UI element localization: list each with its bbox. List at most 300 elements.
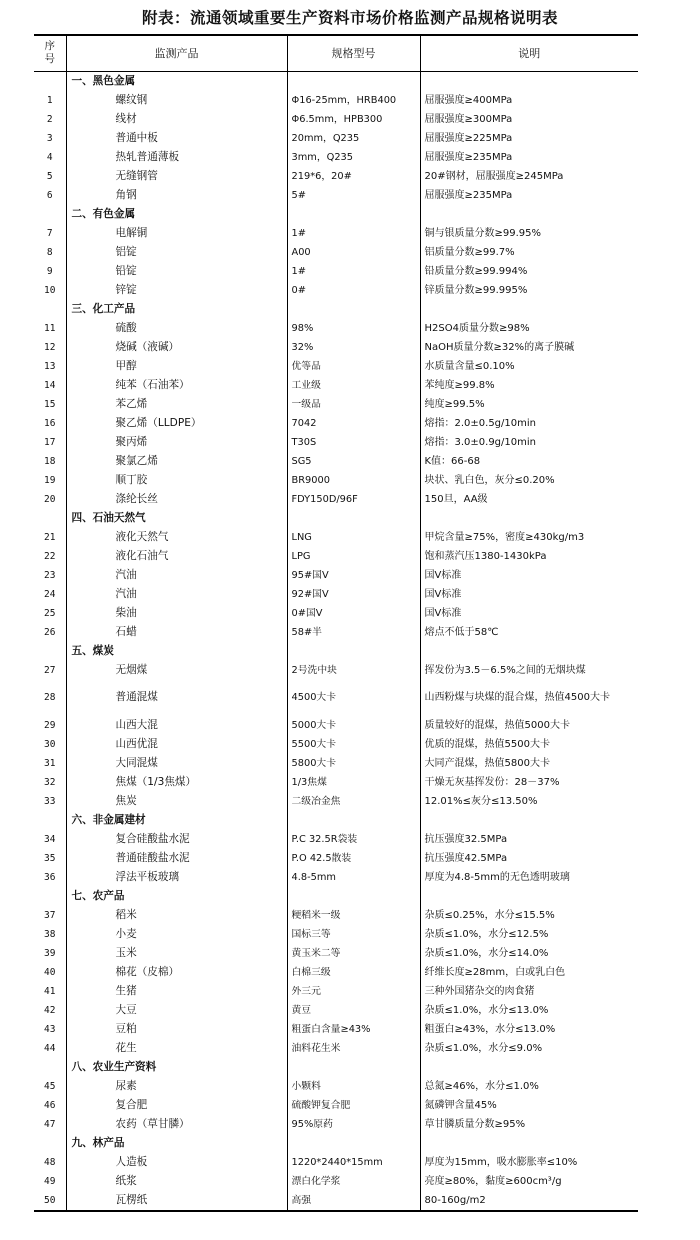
row-seq: 31 <box>44 757 56 769</box>
table-row <box>34 982 638 1001</box>
row-seq: 33 <box>44 795 56 807</box>
row-spec: 小颗料 <box>287 1077 420 1096</box>
row-spec: 5500大卡 <box>287 735 420 754</box>
table-row <box>34 91 638 110</box>
table-row <box>34 547 638 566</box>
row-spec: 219*6，20# <box>287 167 420 186</box>
row-note: 挥发份为3.5－6.5%之间的无烟块煤 <box>420 661 638 680</box>
row-spec: 工业级 <box>287 376 420 395</box>
row-product: 锌锭 <box>66 281 287 300</box>
category-seq-cell <box>34 811 66 830</box>
row-note: 苯纯度≥99.8% <box>420 376 638 395</box>
row-note: 锌质量分数≥99.995% <box>420 281 638 300</box>
row-spec: 2号洗中块 <box>287 661 420 680</box>
row-spec: 硫酸钾复合肥 <box>287 1096 420 1115</box>
table-row <box>34 262 638 281</box>
row-spec: 黄玉米二等 <box>287 944 420 963</box>
row-seq: 17 <box>44 436 56 448</box>
table-row <box>34 1096 638 1115</box>
row-product: 聚氯乙烯 <box>66 452 287 471</box>
category-row <box>34 1058 638 1077</box>
table-row <box>34 963 638 982</box>
row-spec: 3mm，Q235 <box>287 148 420 167</box>
row-seq: 25 <box>44 607 56 619</box>
row-seq: 22 <box>44 550 56 562</box>
table-row <box>34 357 638 376</box>
table-row <box>34 167 638 186</box>
category-note-cell <box>420 509 638 528</box>
category-name: 六、非金属建材 <box>66 811 287 830</box>
row-product: 山西优混 <box>66 735 287 754</box>
table-row <box>34 319 638 338</box>
category-name: 一、黑色金属 <box>66 71 287 91</box>
row-product: 涤纶长丝 <box>66 490 287 509</box>
row-note: 抗压强度32.5MPa <box>420 830 638 849</box>
row-product: 纯苯（石油苯） <box>66 376 287 395</box>
table-row <box>34 1020 638 1039</box>
category-name: 三、化工产品 <box>66 300 287 319</box>
row-note: 质量较好的混煤，热值5000大卡 <box>420 716 638 735</box>
row-product: 液化石油气 <box>66 547 287 566</box>
row-product: 复合肥 <box>66 1096 287 1115</box>
category-spec-cell <box>287 205 420 224</box>
table-row <box>34 471 638 490</box>
row-seq: 12 <box>44 341 56 353</box>
row-spec: 95#国Ⅴ <box>287 566 420 585</box>
row-seq: 2 <box>46 113 53 125</box>
category-seq-cell <box>34 642 66 661</box>
row-seq: 42 <box>44 1004 56 1016</box>
row-note: 铝质量分数≥99.7% <box>420 243 638 262</box>
row-seq: 30 <box>44 738 56 750</box>
row-note: 屈服强度≥400MPa <box>420 91 638 110</box>
row-note: K值：66-68 <box>420 452 638 471</box>
row-seq: 28 <box>44 692 56 703</box>
table-row <box>34 452 638 471</box>
category-note-cell <box>420 642 638 661</box>
header-spec: 规格型号 <box>287 35 420 71</box>
row-product: 浮法平板玻璃 <box>66 868 287 887</box>
row-spec: A00 <box>287 243 420 262</box>
row-product: 柴油 <box>66 604 287 623</box>
row-spec: 20mm，Q235 <box>287 129 420 148</box>
category-row <box>34 642 638 661</box>
table-row <box>34 1191 638 1211</box>
row-spec: 高强 <box>287 1191 420 1211</box>
row-seq: 35 <box>44 852 56 864</box>
table-row <box>34 528 638 547</box>
row-spec: 外三元 <box>287 982 420 1001</box>
table-row <box>34 623 638 642</box>
row-seq: 23 <box>44 569 56 581</box>
row-seq: 24 <box>44 588 56 600</box>
row-note: 大同产混煤，热值5800大卡 <box>420 754 638 773</box>
row-product: 电解铜 <box>66 224 287 243</box>
table-row <box>34 680 638 716</box>
row-product: 苯乙烯 <box>66 395 287 414</box>
row-seq: 6 <box>46 189 53 201</box>
row-product: 山西大混 <box>66 716 287 735</box>
row-note: 粗蛋白≥43%，水分≤13.0% <box>420 1020 638 1039</box>
row-seq: 48 <box>44 1156 56 1168</box>
table-row <box>34 1001 638 1020</box>
table-row <box>34 129 638 148</box>
row-seq: 37 <box>44 909 56 921</box>
category-spec-cell <box>287 642 420 661</box>
row-seq: 29 <box>44 719 56 731</box>
row-note: H2SO4质量分数≥98% <box>420 319 638 338</box>
row-product: 棉花（皮棉） <box>66 963 287 982</box>
row-spec: P.C 32.5R袋装 <box>287 830 420 849</box>
row-spec: 0#国Ⅴ <box>287 604 420 623</box>
row-seq: 44 <box>44 1042 56 1054</box>
row-spec: FDY150D/96F <box>287 490 420 509</box>
row-seq: 14 <box>44 379 56 391</box>
row-product: 大同混煤 <box>66 754 287 773</box>
row-spec: LNG <box>287 528 420 547</box>
row-note: 杂质≤1.0%，水分≤14.0% <box>420 944 638 963</box>
category-name: 九、林产品 <box>66 1134 287 1153</box>
row-spec: LPG <box>287 547 420 566</box>
row-spec: 32% <box>287 338 420 357</box>
row-seq: 21 <box>44 531 56 543</box>
row-seq: 18 <box>44 455 56 467</box>
row-seq: 39 <box>44 947 56 959</box>
row-note: 铅质量分数≥99.994% <box>420 262 638 281</box>
table-row <box>34 1077 638 1096</box>
row-seq: 4 <box>46 151 53 163</box>
category-note-cell <box>420 811 638 830</box>
row-seq: 27 <box>44 664 56 676</box>
row-spec: 98% <box>287 319 420 338</box>
category-seq-cell <box>34 71 66 91</box>
table-row <box>34 925 638 944</box>
row-seq: 40 <box>44 966 56 978</box>
row-product: 聚乙烯（LLDPE） <box>66 414 287 433</box>
spec-table <box>34 34 638 1212</box>
row-note: 干燥无灰基挥发份：28－37% <box>420 773 638 792</box>
row-note: 熔点不低于58℃ <box>420 623 638 642</box>
row-product: 玉米 <box>66 944 287 963</box>
row-spec: 1220*2440*15mm <box>287 1153 420 1172</box>
row-product: 铝锭 <box>66 243 287 262</box>
row-spec: 92#国Ⅴ <box>287 585 420 604</box>
category-note-cell <box>420 1134 638 1153</box>
table-row <box>34 433 638 452</box>
table-body <box>34 71 638 1211</box>
category-row <box>34 887 638 906</box>
category-spec-cell <box>287 1134 420 1153</box>
row-spec: T30S <box>287 433 420 452</box>
row-note: 氮磷钾含量45% <box>420 1096 638 1115</box>
table-row <box>34 566 638 585</box>
row-note: 12.01%≤灰分≤13.50% <box>420 792 638 811</box>
category-row <box>34 205 638 224</box>
table-row <box>34 754 638 773</box>
row-seq: 36 <box>44 871 56 883</box>
row-spec: SG5 <box>287 452 420 471</box>
table-row <box>34 849 638 868</box>
category-name: 五、煤炭 <box>66 642 287 661</box>
row-product: 纸浆 <box>66 1172 287 1191</box>
table-row <box>34 1039 638 1058</box>
header-product: 监测产品 <box>66 35 287 71</box>
row-spec: 1# <box>287 224 420 243</box>
table-row <box>34 944 638 963</box>
row-note: 屈服强度≥235MPa <box>420 186 638 205</box>
row-seq: 47 <box>44 1118 56 1130</box>
category-name: 二、有色金属 <box>66 205 287 224</box>
row-spec: 优等品 <box>287 357 420 376</box>
category-spec-cell <box>287 1058 420 1077</box>
row-seq: 38 <box>44 928 56 940</box>
row-note: 草甘膦质量分数≥95% <box>420 1115 638 1134</box>
row-product: 角钢 <box>66 186 287 205</box>
row-spec: 漂白化学浆 <box>287 1172 420 1191</box>
row-spec: 黄豆 <box>287 1001 420 1020</box>
row-product: 农药（草甘膦） <box>66 1115 287 1134</box>
row-product: 无烟煤 <box>66 661 287 680</box>
row-product: 螺纹钢 <box>66 91 287 110</box>
table-row <box>34 735 638 754</box>
category-seq-cell <box>34 1134 66 1153</box>
row-note: 熔指：3.0±0.9g/10min <box>420 433 638 452</box>
row-note: 屈服强度≥300MPa <box>420 110 638 129</box>
row-seq: 7 <box>46 227 53 239</box>
row-product: 普通混煤 <box>66 680 287 716</box>
row-note: 国Ⅴ标准 <box>420 585 638 604</box>
row-spec: 5800大卡 <box>287 754 420 773</box>
table-row <box>34 186 638 205</box>
row-note: 饱和蒸汽压1380-1430kPa <box>420 547 638 566</box>
row-product: 豆粕 <box>66 1020 287 1039</box>
category-row <box>34 509 638 528</box>
row-product: 石蜡 <box>66 623 287 642</box>
row-spec: 国标三等 <box>287 925 420 944</box>
row-seq: 20 <box>44 493 56 505</box>
table-row <box>34 792 638 811</box>
row-seq: 41 <box>44 985 56 997</box>
header-seq: 序号 <box>34 35 66 71</box>
category-row <box>34 1134 638 1153</box>
row-product: 顺丁胶 <box>66 471 287 490</box>
table-row <box>34 338 638 357</box>
table-row <box>34 716 638 735</box>
row-note: 国Ⅴ标准 <box>420 604 638 623</box>
row-note: 杂质≤0.25%，水分≤15.5% <box>420 906 638 925</box>
row-seq: 3 <box>46 132 53 144</box>
category-seq-cell <box>34 300 66 319</box>
row-spec: 4.8-5mm <box>287 868 420 887</box>
table-row <box>34 661 638 680</box>
row-seq: 16 <box>44 417 56 429</box>
row-product: 大豆 <box>66 1001 287 1020</box>
row-product: 焦炭 <box>66 792 287 811</box>
row-note: 纯度≥99.5% <box>420 395 638 414</box>
row-product: 稻米 <box>66 906 287 925</box>
category-note-cell <box>420 71 638 91</box>
table-row <box>34 868 638 887</box>
row-note: 屈服强度≥225MPa <box>420 129 638 148</box>
row-spec: 油料花生米 <box>287 1039 420 1058</box>
row-spec: 粳稻米一级 <box>287 906 420 925</box>
row-spec: Φ16-25mm，HRB400 <box>287 91 420 110</box>
row-note: 80-160g/m2 <box>420 1191 638 1211</box>
row-note: 屈服强度≥235MPa <box>420 148 638 167</box>
row-note: 山西粉煤与块煤的混合煤，热值4500大卡 <box>420 680 638 716</box>
row-product: 硫酸 <box>66 319 287 338</box>
header-note: 说明 <box>420 35 638 71</box>
table-row <box>34 1172 638 1191</box>
row-seq: 19 <box>44 474 56 486</box>
table-header-row <box>34 35 638 71</box>
table-row <box>34 604 638 623</box>
row-product: 普通硅酸盐水泥 <box>66 849 287 868</box>
category-row <box>34 811 638 830</box>
row-product: 人造板 <box>66 1153 287 1172</box>
row-note: 甲烷含量≥75%，密度≥430kg/m3 <box>420 528 638 547</box>
table-row <box>34 585 638 604</box>
row-note: 亮度≥80%，黏度≥600cm³/g <box>420 1172 638 1191</box>
row-note: 杂质≤1.0%，水分≤12.5% <box>420 925 638 944</box>
row-product: 瓦楞纸 <box>66 1191 287 1211</box>
table-row <box>34 148 638 167</box>
row-spec: 58#半 <box>287 623 420 642</box>
row-seq: 5 <box>46 170 53 182</box>
row-seq: 26 <box>44 626 56 638</box>
row-product: 小麦 <box>66 925 287 944</box>
row-spec: 粗蛋白含量≥43% <box>287 1020 420 1039</box>
category-seq-cell <box>34 1058 66 1077</box>
row-seq: 1 <box>46 94 53 106</box>
row-spec: 5000大卡 <box>287 716 420 735</box>
table-row <box>34 243 638 262</box>
category-spec-cell <box>287 811 420 830</box>
row-note: 总氮≥46%，水分≤1.0% <box>420 1077 638 1096</box>
row-seq: 49 <box>44 1175 56 1187</box>
table-row <box>34 906 638 925</box>
table-row <box>34 773 638 792</box>
row-seq: 46 <box>44 1099 56 1111</box>
row-spec: 二级冶金焦 <box>287 792 420 811</box>
row-note: 优质的混煤，热值5500大卡 <box>420 735 638 754</box>
table-row <box>34 1153 638 1172</box>
row-seq: 43 <box>44 1023 56 1035</box>
category-seq-cell <box>34 205 66 224</box>
table-row <box>34 395 638 414</box>
category-name: 七、农产品 <box>66 887 287 906</box>
row-note: NaOH质量分数≥32%的离子膜碱 <box>420 338 638 357</box>
row-note: 杂质≤1.0%，水分≤13.0% <box>420 1001 638 1020</box>
row-note: 20#钢材，屈服强度≥245MPa <box>420 167 638 186</box>
row-seq: 9 <box>46 265 53 277</box>
row-seq: 34 <box>44 833 56 845</box>
page-title: 附表：流通领域重要生产资料市场价格监测产品规格说明表 <box>141 8 558 27</box>
row-product: 生猪 <box>66 982 287 1001</box>
row-product: 尿素 <box>66 1077 287 1096</box>
row-product: 复合硅酸盐水泥 <box>66 830 287 849</box>
row-product: 普通中板 <box>66 129 287 148</box>
row-note: 国Ⅴ标准 <box>420 566 638 585</box>
row-product: 热轧普通薄板 <box>66 148 287 167</box>
row-spec: 0# <box>287 281 420 300</box>
row-note: 厚度为15mm，吸水膨胀率≤10% <box>420 1153 638 1172</box>
row-spec: P.O 42.5散装 <box>287 849 420 868</box>
row-spec: 白棉三级 <box>287 963 420 982</box>
category-name: 四、石油天然气 <box>66 509 287 528</box>
row-spec: 一级品 <box>287 395 420 414</box>
row-note: 150旦，AA级 <box>420 490 638 509</box>
category-row <box>34 71 638 91</box>
row-product: 线材 <box>66 110 287 129</box>
row-product: 甲醇 <box>66 357 287 376</box>
row-spec: 5# <box>287 186 420 205</box>
row-note: 厚度为4.8-5mm的无色透明玻璃 <box>420 868 638 887</box>
row-note: 块状、乳白色，灰分≤0.20% <box>420 471 638 490</box>
row-spec: 1# <box>287 262 420 281</box>
row-spec: 4500大卡 <box>287 680 420 716</box>
category-note-cell <box>420 887 638 906</box>
category-row <box>34 300 638 319</box>
row-spec: BR9000 <box>287 471 420 490</box>
category-note-cell <box>420 300 638 319</box>
row-seq: 45 <box>44 1080 56 1092</box>
row-note: 熔指：2.0±0.5g/10min <box>420 414 638 433</box>
row-note: 纤维长度≥28mm，白或乳白色 <box>420 963 638 982</box>
row-product: 汽油 <box>66 566 287 585</box>
table-row <box>34 830 638 849</box>
row-note: 杂质≤1.0%，水分≤9.0% <box>420 1039 638 1058</box>
category-seq-cell <box>34 887 66 906</box>
category-seq-cell <box>34 509 66 528</box>
row-product: 花生 <box>66 1039 287 1058</box>
category-spec-cell <box>287 887 420 906</box>
table-row <box>34 414 638 433</box>
row-spec: 7042 <box>287 414 420 433</box>
row-product: 焦煤（1/3焦煤） <box>66 773 287 792</box>
category-spec-cell <box>287 71 420 91</box>
row-seq: 10 <box>44 284 56 296</box>
row-seq: 13 <box>44 360 56 372</box>
table-row <box>34 376 638 395</box>
row-spec: Φ6.5mm，HPB300 <box>287 110 420 129</box>
category-spec-cell <box>287 300 420 319</box>
table-row <box>34 110 638 129</box>
row-product: 聚丙烯 <box>66 433 287 452</box>
row-product: 烧碱（液碱） <box>66 338 287 357</box>
row-note: 抗压强度42.5MPa <box>420 849 638 868</box>
row-product: 铅锭 <box>66 262 287 281</box>
row-spec: 1/3焦煤 <box>287 773 420 792</box>
row-note: 三种外国猪杂交的肉食猪 <box>420 982 638 1001</box>
table-row <box>34 224 638 243</box>
row-product: 液化天然气 <box>66 528 287 547</box>
row-seq: 50 <box>34 1191 66 1211</box>
row-seq: 15 <box>44 398 56 410</box>
row-seq: 11 <box>44 322 56 334</box>
table-row <box>34 490 638 509</box>
table-row <box>34 1115 638 1134</box>
row-note: 铜与银质量分数≥99.95% <box>420 224 638 243</box>
row-seq: 32 <box>44 776 56 788</box>
row-note: 水质量含量≤0.10% <box>420 357 638 376</box>
table-row <box>34 281 638 300</box>
category-spec-cell <box>287 509 420 528</box>
category-note-cell <box>420 205 638 224</box>
category-note-cell <box>420 1058 638 1077</box>
row-product: 汽油 <box>66 585 287 604</box>
row-spec: 95%原药 <box>287 1115 420 1134</box>
